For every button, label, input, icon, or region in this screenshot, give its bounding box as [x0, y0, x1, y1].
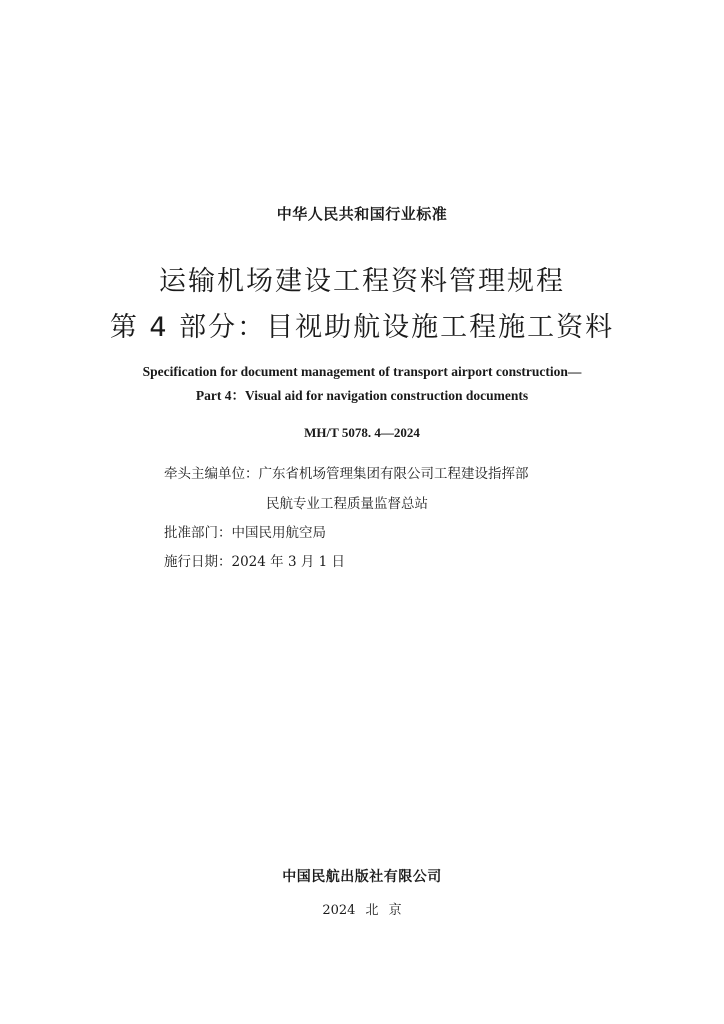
standard-number: MH/T 5078. 4—2024 — [304, 425, 420, 440]
lead-units-line1: 牵头主编单位：广东省机场管理集团有限公司工程建设指挥部 — [164, 466, 529, 482]
title-english-line1: Specification for document management of transport airport construction— — [142, 364, 582, 379]
publisher: 中国民航出版社有限公司 — [282, 869, 442, 885]
standard-type: 中华人民共和国行业标准 — [276, 205, 448, 223]
lead-units-line2: 民航专业工程质量监督总站 — [266, 496, 428, 512]
effective-date: 施行日期：2024 年 3 月 1 日 — [164, 554, 345, 570]
publication-place: 2024 北 京 — [322, 903, 402, 918]
title-chinese-line2: 第 4 部分：目视助航设施工程施工资料 — [109, 312, 615, 343]
title-chinese-line1: 运输机场建设工程资料管理规程 — [159, 266, 565, 297]
approving-authority: 批准部门：中国民用航空局 — [164, 525, 326, 541]
title-english-line2: Part 4：Visual aid for navigation construction documents — [195, 388, 529, 403]
